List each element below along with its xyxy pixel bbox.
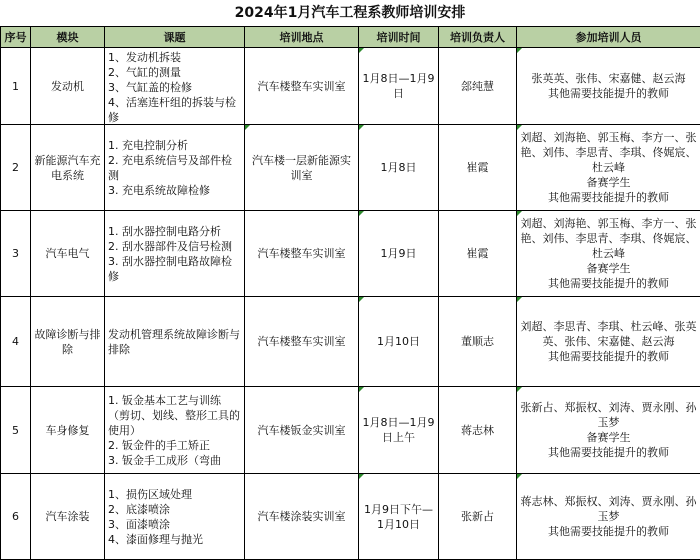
cell-time[interactable]: 1月8日—1月9日上午 xyxy=(359,387,439,474)
cell-location[interactable]: 汽车楼一层新能源实训室 xyxy=(245,125,359,211)
cell-location[interactable]: 汽车楼钣金实训室 xyxy=(245,387,359,474)
topic-line: 发动机管理系统故障诊断与排除 xyxy=(108,327,240,356)
cell-lead[interactable]: 张新占 xyxy=(439,474,517,560)
cell-no[interactable]: 3 xyxy=(1,211,31,297)
topic-line: 1. 钣金基本工艺与训练（剪切、划线、整形工具的使用） xyxy=(108,393,240,437)
header-time[interactable]: 培训时间 xyxy=(359,27,439,48)
topic-line: 3. 充电系统故障检修 xyxy=(108,183,210,197)
cell-module[interactable]: 汽车电气 xyxy=(31,211,105,297)
comment-marker-icon xyxy=(517,211,522,216)
cell-location[interactable]: 汽车楼涂装实训室 xyxy=(245,474,359,560)
cell-module[interactable]: 汽车涂装 xyxy=(31,474,105,560)
topic-line: 4、活塞连杆组的拆装与检修 xyxy=(108,95,236,123)
comment-marker-icon xyxy=(517,387,522,392)
cell-no[interactable]: 4 xyxy=(1,297,31,387)
cell-no[interactable]: 6 xyxy=(1,474,31,560)
table-row xyxy=(1,474,700,560)
cell-module[interactable]: 故障诊断与排除 xyxy=(31,297,105,387)
cell-lead[interactable]: 蒋志林 xyxy=(439,387,517,474)
topic-line: 3. 钣金手工成形（弯曲 xyxy=(108,453,221,467)
comment-marker-icon xyxy=(359,297,364,302)
cell-lead[interactable]: 郐纯慧 xyxy=(439,48,517,125)
cell-module[interactable]: 车身修复 xyxy=(31,387,105,474)
header-topic[interactable]: 课题 xyxy=(105,27,245,48)
cell-no[interactable]: 5 xyxy=(1,387,31,474)
topic-line: 1. 充电控制分析 xyxy=(108,138,188,152)
cell-time[interactable]: 1月10日 xyxy=(359,297,439,387)
topic-line: 4、漆面修理与抛光 xyxy=(108,532,203,546)
cell-time[interactable]: 1月8日 xyxy=(359,125,439,211)
cell-participants[interactable]: 张新占、郑振权、刘涛、贾永刚、孙玉梦 备赛学生 其他需要技能提升的教师 xyxy=(517,387,700,474)
cell-participants[interactable]: 刘超、李思青、李琪、杜云峰、张英英、张伟、宋嘉健、赵云海 其他需要技能提升的教师 xyxy=(517,297,700,387)
sheet-title: 2024年1月汽车工程系教师培训安排 xyxy=(0,0,700,27)
cell-topic[interactable] xyxy=(105,387,245,474)
cell-lead[interactable]: 崔霞 xyxy=(439,125,517,211)
cell-no[interactable]: 2 xyxy=(1,125,31,211)
topic-line: 1. 刮水器控制电路分析 xyxy=(108,224,221,238)
topic-line: 2. 充电系统信号及部件检测 xyxy=(108,153,232,182)
cell-location[interactable]: 汽车楼整车实训室 xyxy=(245,297,359,387)
header-row xyxy=(1,27,700,48)
cell-location[interactable]: 汽车楼整车实训室 xyxy=(245,48,359,125)
cell-module[interactable]: 新能源汽车充电系统 xyxy=(31,125,105,211)
cell-topic[interactable] xyxy=(105,48,245,125)
comment-marker-icon xyxy=(359,211,364,216)
comment-marker-icon xyxy=(359,48,364,53)
topic-line: 3、面漆喷涂 xyxy=(108,517,170,531)
topic-line: 2、气缸的测量 xyxy=(108,65,181,79)
comment-marker-icon xyxy=(245,125,250,130)
topic-line: 2. 钣金件的手工矫正 xyxy=(108,438,210,452)
cell-topic[interactable] xyxy=(105,211,245,297)
cell-time[interactable]: 1月9日下午—1月10日 xyxy=(359,474,439,560)
training-table xyxy=(0,26,700,560)
cell-topic[interactable] xyxy=(105,474,245,560)
comment-marker-icon xyxy=(517,297,522,302)
header-no[interactable]: 序号 xyxy=(1,27,31,48)
topic-line: 1、发动机拆装 xyxy=(108,50,181,64)
header-lead[interactable]: 培训负责人 xyxy=(439,27,517,48)
comment-marker-icon xyxy=(359,125,364,130)
table-row xyxy=(1,297,700,387)
topic-line: 2. 刮水器部件及信号检测 xyxy=(108,239,232,253)
comment-marker-icon xyxy=(517,125,522,130)
comment-marker-icon xyxy=(517,474,522,479)
cell-no[interactable]: 1 xyxy=(1,48,31,125)
comment-marker-icon xyxy=(359,474,364,479)
cell-module[interactable]: 发动机 xyxy=(31,48,105,125)
cell-location[interactable]: 汽车楼整车实训室 xyxy=(245,211,359,297)
comment-marker-icon xyxy=(517,48,522,53)
table-row xyxy=(1,211,700,297)
table-row xyxy=(1,125,700,211)
topic-line: 3、气缸盖的检修 xyxy=(108,80,192,94)
table-row xyxy=(1,387,700,474)
cell-participants[interactable]: 蒋志林、郑振权、刘涛、贾永刚、孙玉梦 其他需要技能提升的教师 xyxy=(517,474,700,560)
cell-time[interactable]: 1月8日—1月9日 xyxy=(359,48,439,125)
cell-topic[interactable] xyxy=(105,297,245,387)
cell-participants[interactable]: 刘超、刘海艳、郭玉梅、李方一、张艳、刘伟、李思青、李琪、佟娓宸、杜云峰 备赛学生 其他需要技能提升的教师 xyxy=(517,211,700,297)
cell-topic[interactable] xyxy=(105,125,245,211)
cell-lead[interactable]: 董顺志 xyxy=(439,297,517,387)
header-location[interactable]: 培训地点 xyxy=(245,27,359,48)
cell-time[interactable]: 1月9日 xyxy=(359,211,439,297)
comment-marker-icon xyxy=(359,387,364,392)
topic-line: 2、底漆喷涂 xyxy=(108,502,170,516)
topic-line: 1、损伤区域处理 xyxy=(108,487,192,501)
header-participants[interactable]: 参加培训人员 xyxy=(517,27,700,48)
topic-line: 3. 刮水器控制电路故障检修 xyxy=(108,254,232,283)
cell-participants[interactable]: 刘超、刘海艳、郭玉梅、李方一、张艳、刘伟、李思青、李琪、佟娓宸、杜云峰 备赛学生 其他需要技能提升的教师 xyxy=(517,125,700,211)
cell-lead[interactable]: 崔霞 xyxy=(439,211,517,297)
table-row xyxy=(1,48,700,125)
header-module[interactable]: 模块 xyxy=(31,27,105,48)
cell-participants[interactable]: 张英英、张伟、宋嘉健、赵云海 其他需要技能提升的教师 xyxy=(517,48,700,125)
